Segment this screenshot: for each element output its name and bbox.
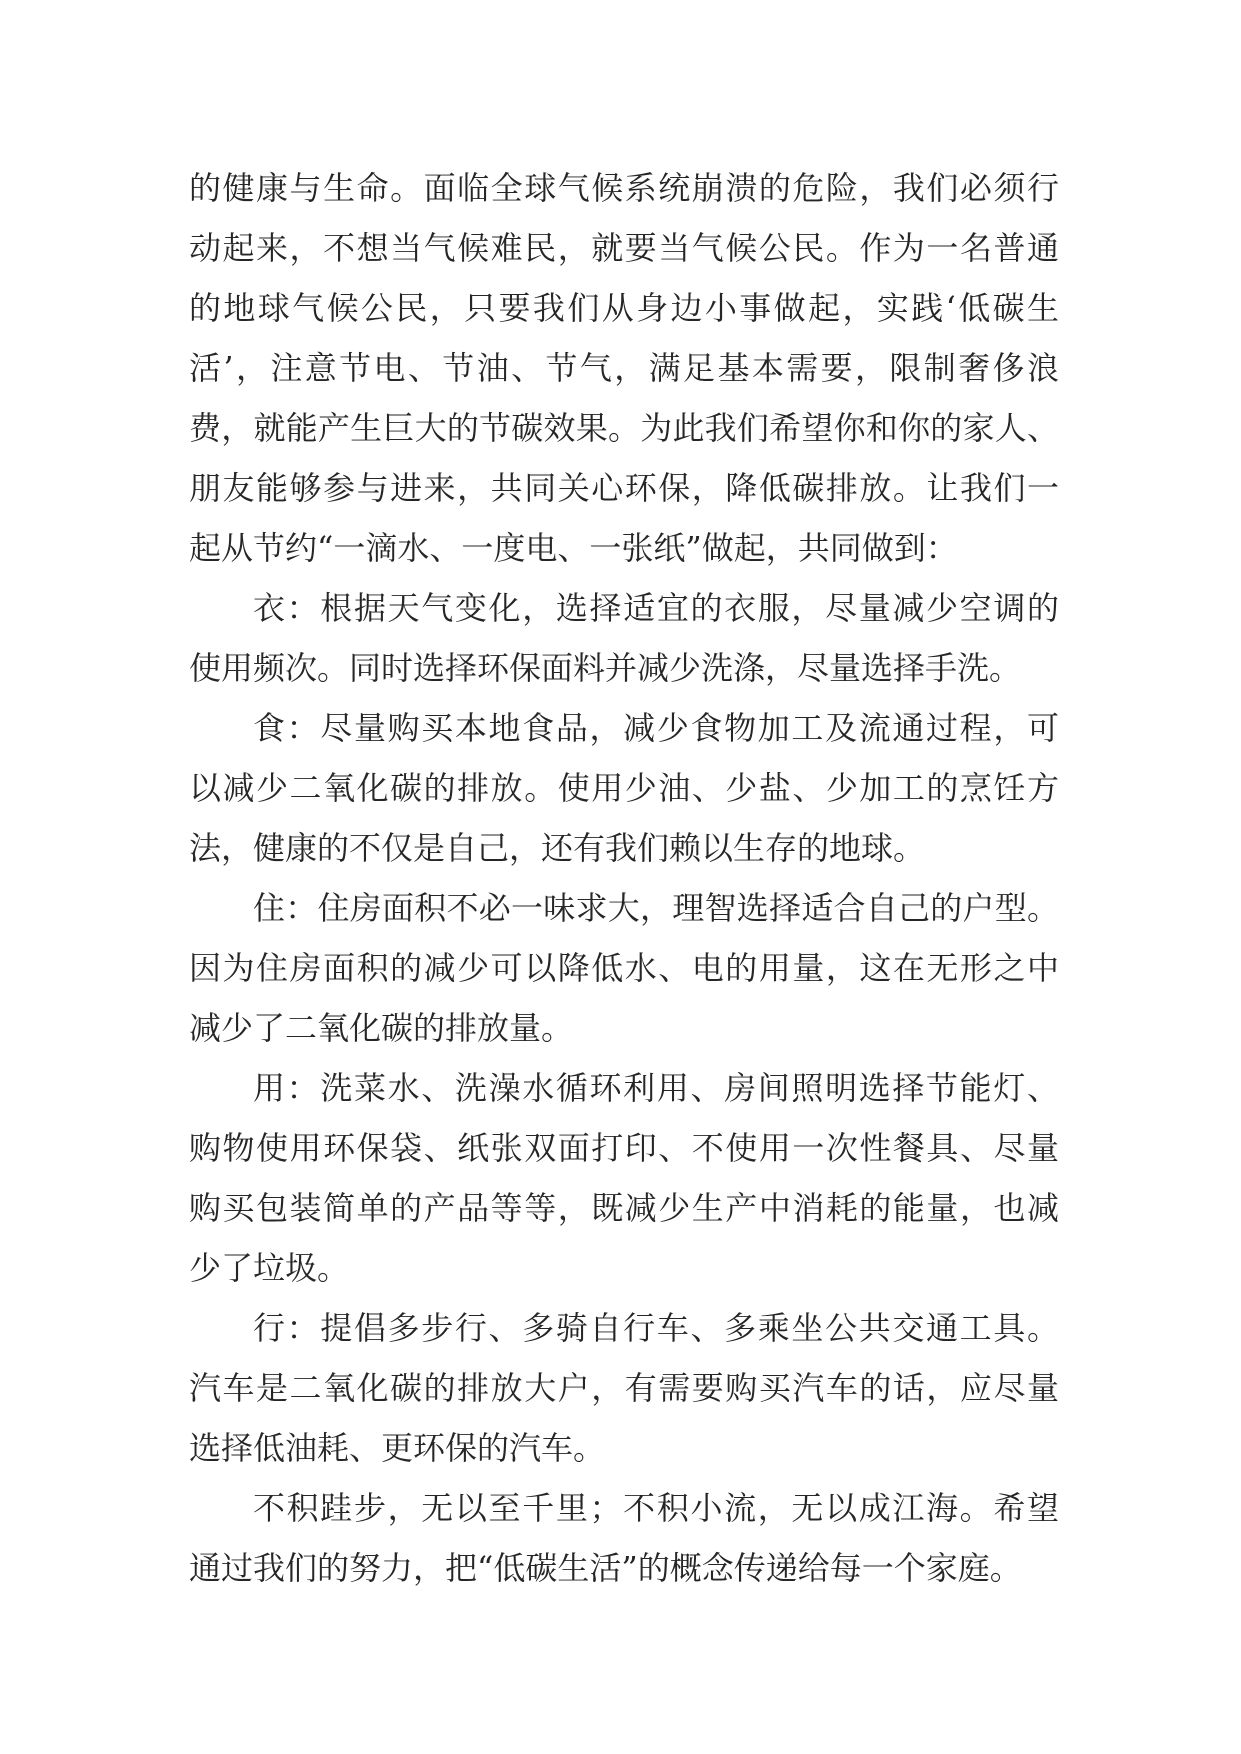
text-line: 的地球气候公民，只要我们从身边小事做起，实践‘低碳生 bbox=[189, 289, 1059, 327]
text-line: 起从节约“一滴水、一度电、一张纸”做起，共同做到： bbox=[189, 529, 958, 567]
text-line: 汽车是二氧化碳的排放大户，有需要购买汽车的话，应尽量 bbox=[189, 1369, 1059, 1407]
text-line: 活’，注意节电、节油、节气，满足基本需要，限制奢侈浪 bbox=[189, 349, 1059, 387]
text-line: 的健康与生命。面临全球气候系统崩溃的危险，我们必须行 bbox=[189, 169, 1059, 207]
text-line: 食：尽量购买本地食品，减少食物加工及流通过程，可 bbox=[253, 709, 1059, 747]
text-line: 因为住房面积的减少可以降低水、电的用量，这在无形之中 bbox=[189, 949, 1059, 987]
text-line: 朋友能够参与进来，共同关心环保，降低碳排放。让我们一 bbox=[189, 469, 1059, 507]
text-line: 少了垃圾。 bbox=[189, 1249, 350, 1287]
text-line: 衣：根据天气变化，选择适宜的衣服，尽量减少空调的 bbox=[253, 589, 1059, 627]
text-line: 减少了二氧化碳的排放量。 bbox=[189, 1009, 574, 1047]
text-line: 行：提倡多步行、多骑自行车、多乘坐公共交通工具。 bbox=[253, 1309, 1059, 1347]
text-line: 购物使用环保袋、纸张双面打印、不使用一次性餐具、尽量 bbox=[189, 1129, 1059, 1167]
text-line: 费，就能产生巨大的节碳效果。为此我们希望你和你的家人、 bbox=[189, 409, 1059, 447]
body-text bbox=[189, 158, 1059, 1598]
text-line: 住：住房面积不必一味求大，理智选择适合自己的户型。 bbox=[253, 889, 1059, 927]
text-line: 不积跬步，无以至千里；不积小流，无以成江海。希望 bbox=[253, 1489, 1059, 1527]
text-line: 法，健康的不仅是自己，还有我们赖以生存的地球。 bbox=[189, 829, 926, 867]
text-line: 以减少二氧化碳的排放。使用少油、少盐、少加工的烹饪方 bbox=[189, 769, 1059, 807]
text-line: 用：洗菜水、洗澡水循环利用、房间照明选择节能灯、 bbox=[253, 1069, 1059, 1107]
text-line: 选择低油耗、更环保的汽车。 bbox=[189, 1429, 606, 1467]
text-line: 使用频次。同时选择环保面料并减少洗涤，尽量选择手洗。 bbox=[189, 649, 1022, 687]
text-line: 购买包装简单的产品等等，既减少生产中消耗的能量，也减 bbox=[189, 1189, 1059, 1227]
text-line: 通过我们的努力，把“低碳生活”的概念传递给每一个家庭。 bbox=[189, 1549, 1022, 1587]
text-line: 动起来，不想当气候难民，就要当气候公民。作为一名普通 bbox=[189, 229, 1059, 267]
